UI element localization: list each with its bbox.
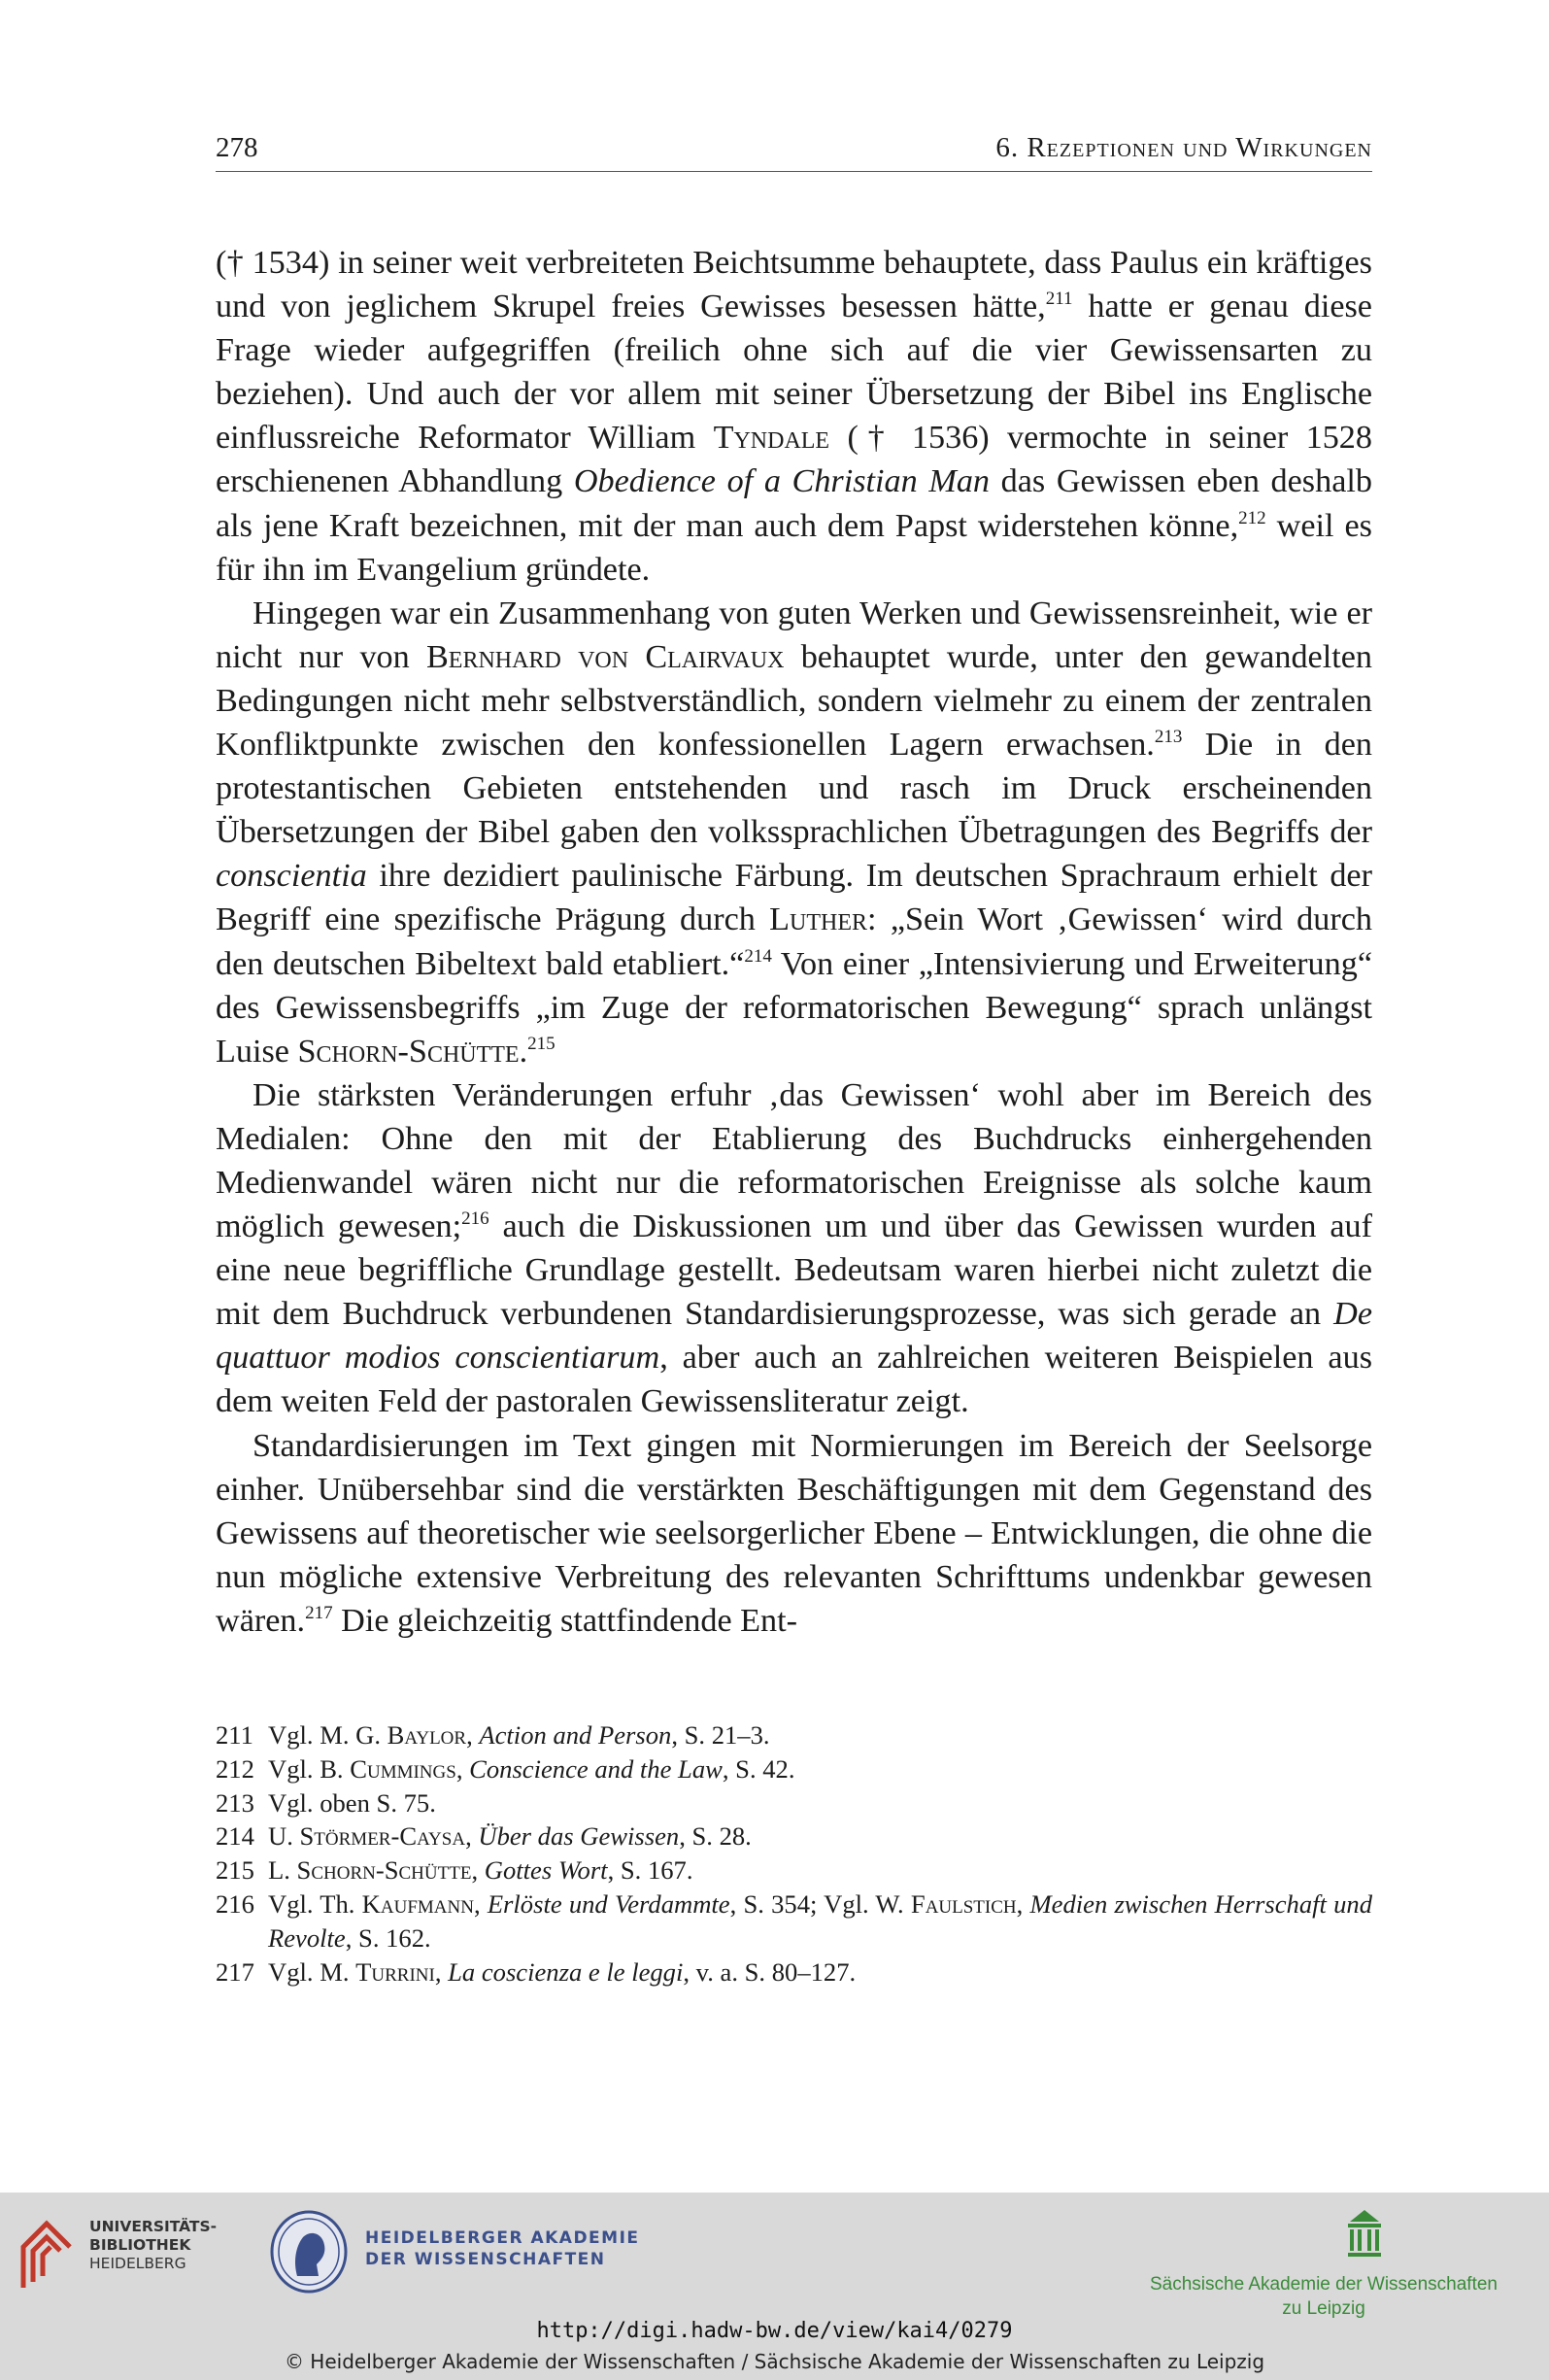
footnote-ref-213[interactable]: 213 (1154, 727, 1183, 748)
text-run: auch die Diskussionen um und über das Gewissen wurden auf eine neue begriffliche Grundlage gestellt. Bedeutsam waren hierbei nicht zuletzt die mit dem Buchdruck verbundenen Standardisierungsprozesse, was sich gerade an (216, 1208, 1372, 1333)
person-name: Bernhard von Clairvaux (426, 638, 785, 675)
footnote-number: 214 (216, 1821, 254, 1852)
footnote-ref-216[interactable]: 216 (461, 1208, 489, 1230)
footnote-number: 211 (216, 1720, 253, 1750)
footnote-ref-215[interactable]: 215 (527, 1033, 556, 1054)
text-run: Vgl. M. G. (268, 1720, 387, 1750)
hadw-line: HEIDELBERGER AKADEMIE (365, 2228, 640, 2248)
text-run: weil es für ihn im Evangelium gründete. (216, 507, 1372, 588)
paragraph-4 (216, 1424, 1372, 1643)
text-run: Die gleichzeitig stattfindende Ent- (332, 1602, 798, 1639)
heidelberg-academy-name (365, 2227, 640, 2270)
saxon-academy-logo-icon (1346, 2208, 1383, 2259)
text-run: , v. a. S. 80–127. (683, 1956, 857, 1987)
footnote-number: 215 (216, 1855, 254, 1886)
author-name: Faulstich (910, 1888, 1017, 1919)
body-text (216, 241, 1372, 1643)
page-header (216, 128, 1372, 172)
footnote-text (268, 1819, 1372, 1853)
text-run: Die in den protestantischen Gebieten entstehenden und rasch im Druck erscheinenden Übersetzungen der Bibel gaben den volkssprachlichen Übetragungen des Begriffs der (216, 727, 1372, 851)
work-title: Erlöste und Verdammte (487, 1888, 730, 1919)
footnote-212 (216, 1752, 1372, 1786)
text-run: Vgl. Th. (268, 1888, 362, 1919)
paragraph-2 (216, 592, 1372, 1073)
latin-term: conscientia (216, 858, 367, 895)
text-run: Standardisierungen im Text gingen mit Normierungen im Bereich der Seelsorge einher. Unübersehbar sind die verstärkten Beschäftigungen mit dem Gegenstand des Gewissens auf theoretischer wie seelsorgerlicher Ebene – Entwicklungen, die ohne die nun mögliche extensive Verbreitung des relevanten Schrifttums undenkbar gewesen wären. (216, 1427, 1372, 1639)
text-run: , S. 21–3. (671, 1720, 770, 1750)
author-name: Baylor (387, 1720, 467, 1750)
work-title: La coscienza e le leggi (448, 1956, 684, 1987)
text-run: L. (268, 1855, 297, 1886)
footnote-213 (216, 1786, 1372, 1820)
paragraph-1 (216, 241, 1372, 592)
person-name: Schorn-Schütte (297, 1033, 520, 1070)
work-title: De quattuor modios conscientiarum (216, 1296, 1372, 1377)
paragraph-3 (216, 1073, 1372, 1424)
footnote-215 (216, 1853, 1372, 1887)
person-name: Tyndale (713, 420, 830, 457)
text-run: Vgl. M. (268, 1956, 356, 1987)
text-run: , S. 42. (722, 1753, 795, 1784)
text-run: Von einer „Intensivierung und Erweiterung“ des Gewissensbegriffs „im Zuge der reformatorischen Bewegung“ sprach unlängst Luise (216, 945, 1372, 1070)
text-run: Vgl. B. (268, 1753, 351, 1784)
text-run: († 1536) vermochte in seiner 1528 erschienenen Abhandlung (216, 420, 1372, 500)
text-run: , S. 28. (679, 1821, 752, 1852)
footnote-ref-211[interactable]: 211 (1045, 289, 1073, 310)
university-library-logo-icon (17, 2214, 76, 2294)
text-run: Hingegen war ein Zusammenhang von guten Werken und Gewissensreinheit, wie er nicht nur von (216, 595, 1372, 675)
text-run: , S. 354; Vgl. W. (729, 1888, 911, 1919)
saw-line: Sächsische Akademie der Wissenschaften (1149, 2274, 1498, 2295)
text-run: das Gewissen eben deshalb als jene Kraft bezeichnen, mit der man auch dem Papst widerstehen könne, (216, 463, 1372, 544)
copyright-notice: © Heidelberger Akademie der Wissenschaften / Sächsische Akademie der Wissenschaften zu Leipzig (284, 2350, 1265, 2373)
ub-line: HEIDELBERG (89, 2255, 186, 2272)
work-title: Obedience of a Christian Man (573, 463, 991, 500)
author-name: Störmer-Caysa (299, 1821, 466, 1852)
footnote-text (268, 1853, 1372, 1887)
footnote-number: 217 (216, 1956, 254, 1987)
footnote-number: 213 (216, 1787, 254, 1818)
saw-line: zu Leipzig (1282, 2298, 1365, 2319)
university-library-name (89, 2218, 217, 2273)
footnote-214 (216, 1819, 1372, 1853)
text-run: , S. 162. (345, 1922, 431, 1953)
text-run: hatte er genau diese Frage wieder aufgegriffen (freilich ohne sich auf die vier Gewissensarten zu beziehen). Und auch der vor allem mit seiner Übersetzung der Bibel ins Englische einflussreiche Reformator William (216, 289, 1372, 457)
author-name: Kaufmann (361, 1888, 474, 1919)
text-run: , S. 167. (607, 1855, 693, 1886)
footnote-number: 216 (216, 1888, 254, 1919)
footnote-text (268, 1955, 1372, 1989)
footnote-216 (216, 1887, 1372, 1955)
work-title: Über das Gewissen (478, 1821, 680, 1852)
ub-line: BIBLIOTHEK (89, 2236, 191, 2254)
work-title: Gottes Wort (484, 1855, 608, 1886)
footnote-number: 212 (216, 1753, 254, 1784)
author-name: Schorn-Schütte (296, 1855, 472, 1886)
text-run: , (466, 1720, 480, 1750)
running-title: 6. Rezeptionen und Wirkungen (995, 132, 1372, 163)
person-name: Luther (769, 901, 868, 938)
footnote-text (268, 1718, 1372, 1752)
text-run: , (434, 1956, 449, 1987)
work-title: Medien zwischen Herrschaft und Revolte (268, 1888, 1373, 1953)
footnote-text (268, 1752, 1372, 1786)
footnote-ref-214[interactable]: 214 (744, 945, 772, 967)
text-run: : „Sein Wort ‚Gewissen‘ wird durch den deutschen Bibeltext bald etabliert.“ (216, 901, 1372, 982)
permalink-url[interactable]: http://digi.hadw-bw.de/view/kai4/0279 (536, 2319, 1013, 2343)
work-title: Conscience and the Law (469, 1753, 723, 1784)
text-run: , (471, 1855, 485, 1886)
footnote-ref-217[interactable]: 217 (305, 1602, 333, 1623)
work-title: Action and Person (479, 1720, 672, 1750)
page-number: 278 (216, 132, 258, 163)
author-name: Turrini (355, 1956, 435, 1987)
text-run: U. (268, 1821, 300, 1852)
text-run: , (1016, 1888, 1030, 1919)
text-run: ihre dezidiert paulinische Färbung. Im deutschen Sprachraum erhielt der Begriff eine spezifische Prägung durch (216, 858, 1372, 938)
ub-line: UNIVERSITÄTS- (89, 2218, 218, 2235)
text-run: behauptet wurde, unter den gewandelten Bedingungen nicht mehr selbstverständlich, sondern vielmehr zu einem der zentralen Konfliktpunkte zwischen den konfessionellen Lagern erwachsen. (216, 638, 1372, 764)
author-name: Cummings (350, 1753, 456, 1784)
text-run: . (519, 1033, 528, 1070)
text-run: Die stärksten Veränderungen erfuhr ‚das Gewissen‘ wohl aber im Bereich des Medialen: Ohne den mit der Etablierung des Buchdrucks einhergehenden Medienwandel wären nicht nur die reformatorischen Ereignisse als solche kaum möglich gewesen; (216, 1076, 1372, 1245)
footnotes (216, 1718, 1372, 1989)
footnote-ref-212[interactable]: 212 (1238, 507, 1266, 528)
text-run: Vgl. oben S. 75. (268, 1787, 436, 1818)
academy-seal-icon (268, 2208, 350, 2295)
footnote-text (268, 1786, 1372, 1820)
footnote-217 (216, 1955, 1372, 1989)
footnote-211 (216, 1718, 1372, 1752)
text-run: , aber auch an zahlreichen weiteren Beispielen aus dem weiten Feld der pastoralen Gewissensliteratur zeigt. (216, 1340, 1373, 1420)
text-run: , (473, 1888, 488, 1919)
text-run: , (465, 1821, 479, 1852)
digitization-banner (0, 2193, 1549, 2380)
saxon-academy-name (1120, 2272, 1528, 2321)
text-run: († 1534) in seiner weit verbreiteten Beichtsumme behauptete, dass Paulus ein kräftiges und von jeglichem Skrupel freies Gewisses besessen hätte, (216, 245, 1372, 325)
footnote-text (268, 1887, 1372, 1955)
hadw-line: DER WISSENSCHAFTEN (365, 2250, 606, 2269)
text-run: , (455, 1753, 470, 1784)
